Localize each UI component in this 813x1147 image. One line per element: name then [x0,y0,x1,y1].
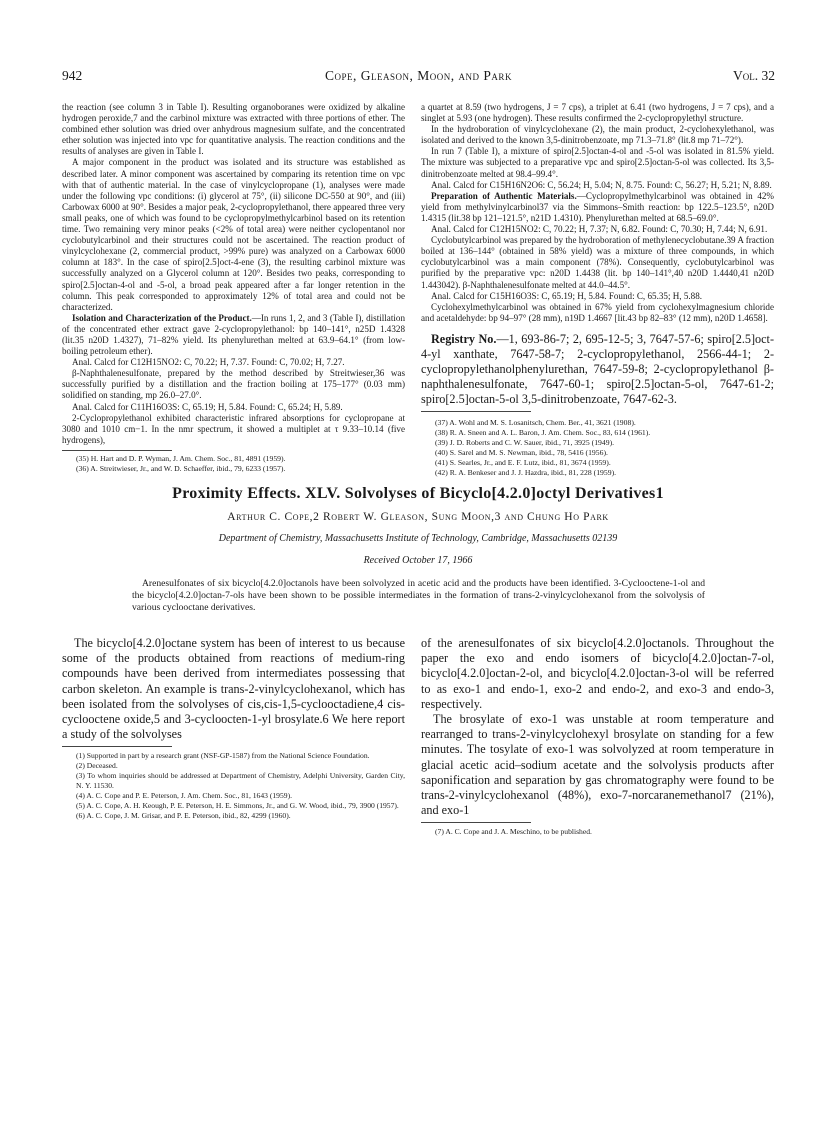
top-right-column [421,102,774,478]
registry-paragraph [421,332,774,407]
footnote: (2) Deceased. [76,761,118,771]
footnote-rule [62,746,172,747]
footnote-list [62,751,405,821]
paragraph: The bicyclo[4.2.0]octane system has been of interest to us because some of the products obtained from reactions of medium-ring compounds have been derived from intermediates possessing that carbon skeleton. An example is trans-2-vinylcyclohexanol, which has been isolated from the solvolyses of cis,cis-1,5-cyclooctadiene,4 cis-cyclooctene oxide,5 and 3-cycloocten-1-yl brosylate.6 We here report a study of the solvolyses [62,636,405,742]
paragraph: Cyclobutylcarbinol was prepared by the hydroboration of methylenecyclobutane.39 A fraction boiled at 136–144° (obtained in 58% yield) was a mixture of three compounds, in which cyclobutylcarbinol was a main component (78%). Consequently, cyclobutylcarbinol was purified by the preparative vpc: n20D 1.4438 (lit. bp 140–141°,40 n20D 1.4440,41 n20D 1.443042). β-Naphthalenesulfonate melted at 44.0–44.5°. [421,235,774,290]
registry-text: —1, 693-86-7; 2, 695-12-5; 3, 7647-57-6; spiro[2.5]oct-4-yl xanthate, 7647-58-7; 2-cyclopropylethanol, 2566-44-1; 2-cyclopropylethanolphenylurethan, 7647-59-8; 2-cyclopropylethanol β-naphthalenesulfonate, 7647-60-1; spiro[2.5]octan-5-ol, 7647-61-2; spiro[2.5]octan-5-ol 3,5-dinitrobenzoate, 7647-62-3. [421,331,774,406]
paragraph: β-Naphthalenesulfonate, prepared by the method described by Streitwieser,36 was successfully purified by a distillation and the fraction boiling at 175–177° (0.03 mm) solidified on standing, mp 26.0–27.0°. [62,368,405,401]
article-affiliation: Department of Chemistry, Massachusetts Institute of Technology, Cambridge, Massachusetts 02139 [218,533,618,544]
paragraph: A major component in the product was isolated and its structure was established as described later. A minor component was ascertained by comparing its retention time on vpc with that of authentic material. In the case of vinylcyclopropane (1), analyses were made under the following vpc conditions: (i) glycerol at 75°, (ii) silicone DC-550 at 90°, and (iii) Carbowax 6000 at 90°. Besides a major peak, 2-cyclopropylethanol, there appeared three very small peaks, one of which was found to be cyclopropylmethylcarbinol based on its retention time. Two remaining very minor peaks (<2% of total area) were neither cyclopentanol nor cyclobutylcarbinol and their structures could not be ascertained. The reaction product of vinylcyclohexane (2, commercial product, >99% pure) was analyzed on a Carbowax 6000 column at 183°. In the case of spiro[2.5]oct-4-ene (3), the resulting carbinol mixture was successfully analyzed on a Glycerol column at 120°. Besides two peaks, corresponding to spiro[2.5]octan-4-ol and -5-ol, a broad peak appeared after a far longer retention in the column. This peak corresponded to approximately 12% of total area and could not be characterized. [62,157,405,312]
footnote: (1) Supported in part by a research grant (NSF-GP-1587) from the National Science Foundation. [76,751,370,761]
paragraph: of the arenesulfonates of six bicyclo[4.2.0]octanols. Throughout the paper the exo and endo isomers of bicyclo[4.2.0]octan-7-ol, bicyclo[4.2.0]octan-2-ol, and bicyclo[4.2.0]octan-3-ol will be referred to as exo-1 and endo-1, exo-2 and endo-2, and exo-3 and endo-3, respectively. [421,636,774,711]
footnote-rule [421,411,531,412]
paragraph: Cyclohexylmethylcarbinol was obtained in 67% yield from cyclohexylmagnesium chloride and acetaldehyde: bp 94–97° (28 mm), n19D 1.4667 [lit.43 bp 82–83° (12 mm), n20D 1.4658]. [421,301,774,323]
reference: (41) S. Searles, Jr., and E. F. Lutz, ibid., 81, 3674 (1959). [435,457,611,467]
footnote: (35) H. Hart and D. P. Wyman, J. Am. Chem. Soc., 81, 4891 (1959). [76,453,286,463]
paragraph: In run 7 (Table I), a mixture of spiro[2.5]octan-4-ol and -5-ol was isolated in 81.5% yield. The mixture was subjected to a preparative vpc and spiro[2.5]octan-5-ol was collected. Its 3,5-dinitrobenzoate melted at 98.4–99.4°. [421,146,774,179]
paragraph: Anal. Calcd for C15H16O3S: C, 65.19; H, 5.84. Found: C, 65.35; H, 5.88. [431,290,703,301]
footnote: (4) A. C. Cope and P. E. Peterson, J. Am. Chem. Soc., 81, 1643 (1959). [76,791,292,801]
reference: (42) R. A. Benkeser and J. J. Hazdra, ibid., 81, 228 (1959). [435,467,617,477]
top-left-column [62,102,405,474]
prep-paragraph [421,191,774,224]
paragraph: a quartet at 8.59 (two hydrogens, J = 7 cps), a triplet at 6.41 (two hydrogens, J = 7 cps), and a singlet at 5.93 (one hydrogen). These results confirmed the 2-cyclopropylethyl structure. [421,102,774,124]
footnote: (6) A. C. Cope, J. M. Grisar, and P. E. Peterson, ibid., 82, 4299 (1960). [76,811,291,821]
section-heading: Preparation of Authentic Materials. [431,190,577,201]
footnote: (7) A. C. Cope and J. A. Meschino, to be published. [435,827,592,837]
received-date: Received October 17, 1966 [363,555,473,566]
article-body-right [421,636,774,837]
paragraph: The brosylate of exo-1 was unstable at room temperature and rearranged to trans-2-vinylcyclohexyl brosylate on standing for a few minutes. The tosylate of exo-1 was solvolyzed at room temperature in glacial acetic acid–sodium acetate and the solvolysis products after saponification and separation by gas chromatography were found to be trans-2-vinylcyclohexanol (48%), exo-7-norcaranemethanol7 (21%), and exo-1 [421,712,774,818]
volume-label: Vol. 32 [733,68,775,83]
abstract: Arenesulfonates of six bicyclo[4.2.0]octanols have been solvolyzed in acetic acid and the products have been identified. 3-Cyclooctene-1-ol and the bicyclo[4.2.0]octan-7-ols have been shown to be possible intermediates in the formation of trans-2-vinylcyclohexanol from the solvolysis of various cyclooctane derivatives. [132,578,705,613]
reference: (40) S. Sarel and M. S. Newman, ibid., 78, 5416 (1956). [435,447,608,457]
paragraph: Anal. Calcd for C12H15NO2: C, 70.22; H, 7.37; N, 6.82. Found: C, 70.30; H, 7.44; N, 6.91. [431,224,768,235]
footnote-list [421,827,774,837]
paragraph: 2-Cyclopropylethanol exhibited characteristic infrared absorptions for cyclopropane at 3080 and 1010 cm−1. In the nmr spectrum, it showed a multiplet at τ 9.33–10.14 (five hydrogens), [62,412,405,445]
reference-list [421,418,774,478]
reference: (39) J. D. Roberts and C. W. Sauer, ibid., 71, 3925 (1949). [435,437,615,447]
paragraph: In the hydroboration of vinylcyclohexane (2), the main product, 2-cyclohexylethanol, was isolated and derived to the known 3,5-dinitrobenzoate, mp 71.3–71.8° (lit.8 mp 71–72°). [421,124,774,146]
footnote: (5) A. C. Cope, A. H. Keough, P. E. Peterson, H. E. Simmons, Jr., and G. W. Wood, ibid., 79, 3900 (1957). [76,801,399,811]
footnote: (36) A. Streitwieser, Jr., and W. D. Schaeffer, ibid., 79, 6233 (1957). [76,463,286,473]
article-title: Proximity Effects. XLV. Solvolyses of Bicyclo[4.2.0]octyl Derivatives1 [172,485,664,502]
running-title: Cope, Gleason, Moon, and Park [325,68,512,83]
isolation-paragraph [62,313,405,357]
footnote-rule [421,822,531,823]
reference: (38) R. A. Sneen and A. L. Baron, J. Am. Chem. Soc., 83, 614 (1961). [435,427,651,437]
paragraph-text: —Cyclopropylmethylcarbinol was obtained in 42% yield from methylvinylcarbinol37 via the Simmons–Smith reaction: bp 122.5–123.5°, n20D 1.4315 (lit.38 bp 121–121.5°, n21D 1.4310). Phenylurethan melted at 68.5–69.0°. [421,190,774,223]
paragraph-text: —In runs 1, 2, and 3 (Table I), distillation of the concentrated ether extract gave 2-cyclopropylethanol: bp 140–141°, n25D 1.4328 (lit.35 n20D 1.4327), 71–82% yield. Its phenylurethan melted at 63.9–64.1° (from low-boiling petroleum ether). [62,312,405,357]
registry-label: Registry No. [431,331,497,346]
footnote-rule [62,450,172,451]
running-header [62,68,775,88]
page-number: 942 [62,68,83,83]
paragraph: Anal. Calcd for C12H15NO2: C, 70.22; H, 7.37. Found: C, 70.02; H, 7.27. [72,357,345,368]
section-heading: Isolation and Characterization of the Product. [72,312,252,323]
paragraph: Anal. Calcd for C15H16N2O6: C, 56.24; H, 5.04; N, 8.75. Found: C, 56.27; H, 5.21; N, 8.89. [431,179,772,190]
article-authors: Arthur C. Cope,2 Robert W. Gleason, Sung Moon,3 and Chung Ho Park [227,511,609,523]
paragraph: Anal. Calcd for C11H16O3S: C, 65.19; H, 5.84. Found: C, 65.24; H, 5.89. [72,401,343,412]
article-body-left [62,636,405,821]
footnote: (3) To whom inquiries should be addressed at Department of Chemistry, Adelphi University, Garden City, N. Y. 11530. [76,771,405,791]
reference: (37) A. Wohl and M. S. Losanitsch, Chem. Ber., 41, 3621 (1908). [435,417,636,427]
paragraph: the reaction (see column 3 in Table I). Resulting organoboranes were oxidized by alkaline hydrogen peroxide,7 and the carbinol mixture was extracted with three portions of ether. The combined ether solution was dried over anhydrous magnesium sulfate, and the concentrated ether solution was injected into vpc for quantitative analysis. The reaction conditions and the results of analyses are given in Table I. [62,102,405,157]
